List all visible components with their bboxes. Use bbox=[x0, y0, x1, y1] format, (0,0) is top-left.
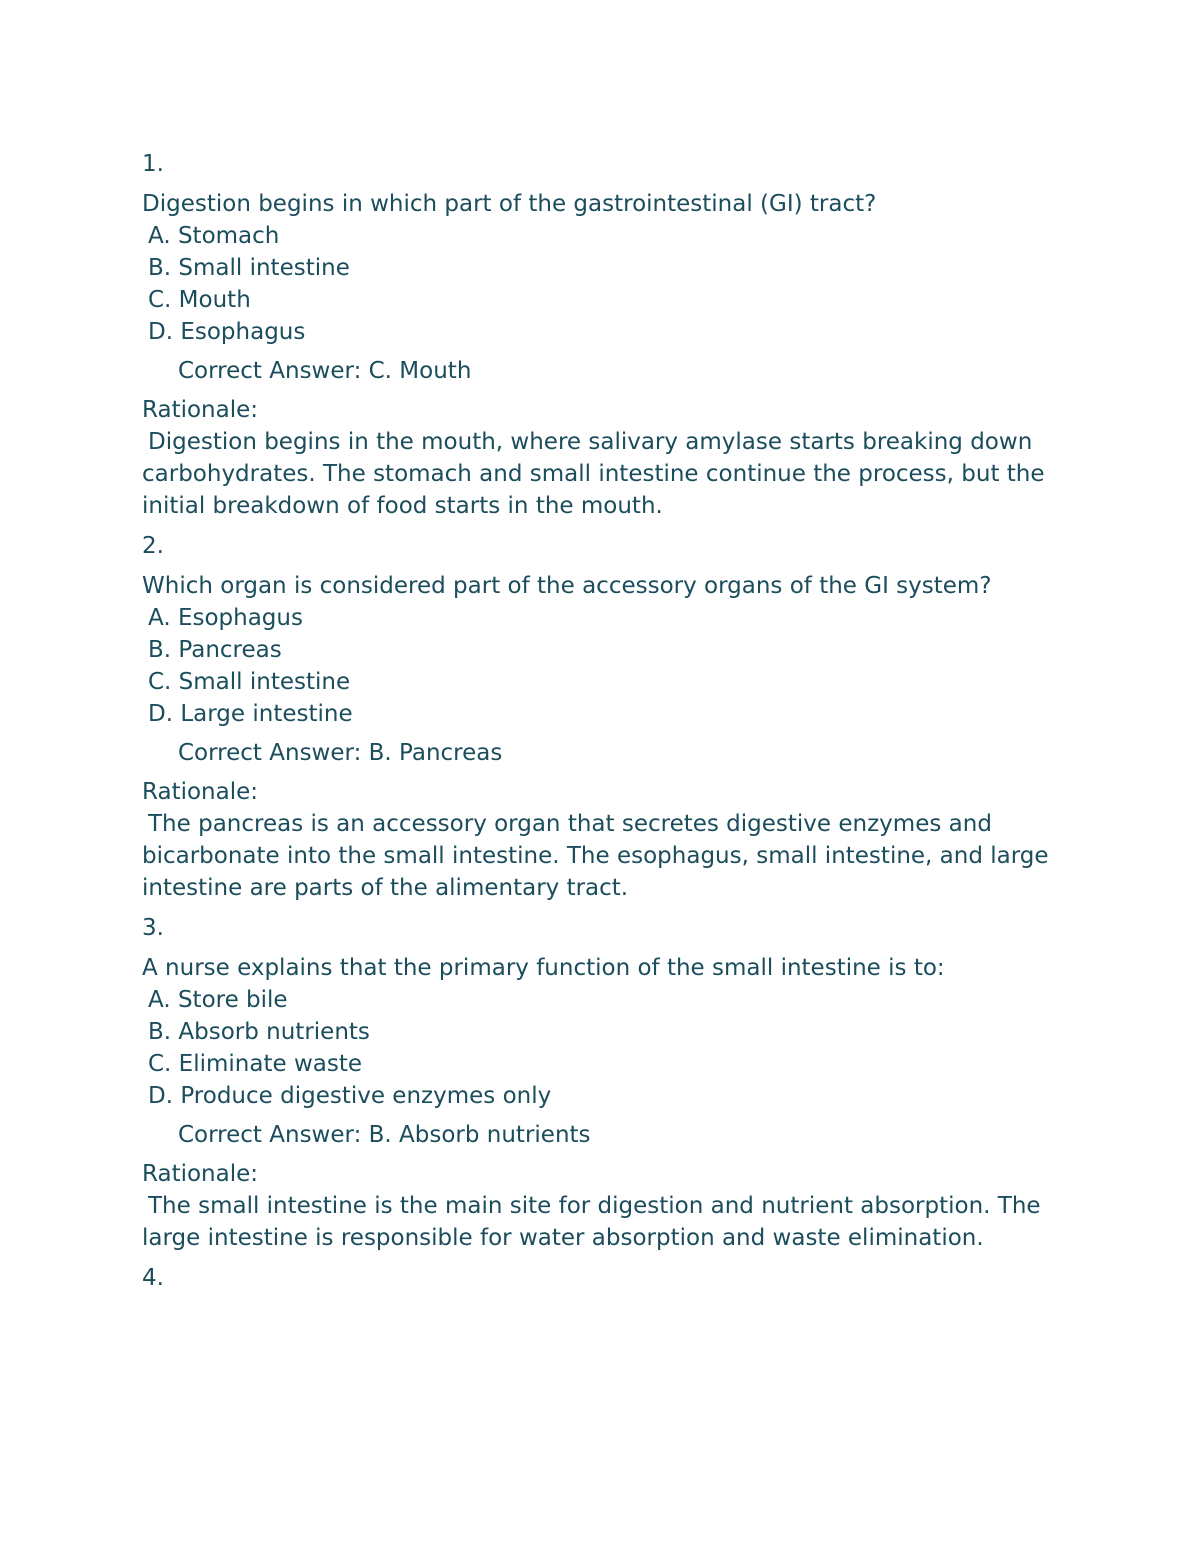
rationale-label: Rationale: bbox=[142, 779, 259, 805]
question-3 bbox=[142, 912, 1072, 1254]
question-number: 2. bbox=[142, 533, 164, 559]
option-d: D. Produce digestive enzymes only bbox=[148, 1083, 552, 1109]
rationale-text: The pancreas is an accessory organ that secretes digestive enzymes and bicarbonate into the small intestine. The esophagus, small intestine, and large intestine are parts of the alimentary tract. bbox=[142, 811, 1049, 901]
option-c: C. Small intestine bbox=[148, 669, 351, 695]
question-stem: Digestion begins in which part of the gastrointestinal (GI) tract? bbox=[142, 191, 877, 217]
rationale-text: Digestion begins in the mouth, where salivary amylase starts breaking down carbohydrates. The stomach and small intestine continue the process, but the initial breakdown of food starts in the mouth. bbox=[142, 429, 1045, 519]
option-c: C. Eliminate waste bbox=[148, 1051, 362, 1077]
option-a: A. Esophagus bbox=[148, 605, 303, 631]
question-stem: Which organ is considered part of the accessory organs of the GI system? bbox=[142, 573, 992, 599]
option-a: A. Stomach bbox=[148, 223, 280, 249]
option-d: D. Esophagus bbox=[148, 319, 306, 345]
correct-answer: Correct Answer: C. Mouth bbox=[178, 358, 472, 384]
option-b: B. Pancreas bbox=[148, 637, 282, 663]
option-a: A. Store bile bbox=[148, 987, 288, 1013]
rationale-text: The small intestine is the main site for digestion and nutrient absorption. The large intestine is responsible for water absorption and waste elimination. bbox=[142, 1193, 1041, 1251]
rationale-label: Rationale: bbox=[142, 1161, 259, 1187]
option-b: B. Absorb nutrients bbox=[148, 1019, 370, 1045]
question-2 bbox=[142, 530, 1072, 904]
question-number: 3. bbox=[142, 915, 164, 941]
correct-answer: Correct Answer: B. Absorb nutrients bbox=[178, 1122, 591, 1148]
question-list bbox=[142, 148, 1072, 1302]
question-stem: A nurse explains that the primary function of the small intestine is to: bbox=[142, 955, 945, 981]
rationale-label: Rationale: bbox=[142, 397, 259, 423]
question-number: 1. bbox=[142, 151, 164, 177]
option-d: D. Large intestine bbox=[148, 701, 353, 727]
question-1 bbox=[142, 148, 1072, 522]
question-4-number: 4. bbox=[142, 1265, 164, 1291]
option-c: C. Mouth bbox=[148, 287, 251, 313]
correct-answer: Correct Answer: B. Pancreas bbox=[178, 740, 503, 766]
option-b: B. Small intestine bbox=[148, 255, 350, 281]
